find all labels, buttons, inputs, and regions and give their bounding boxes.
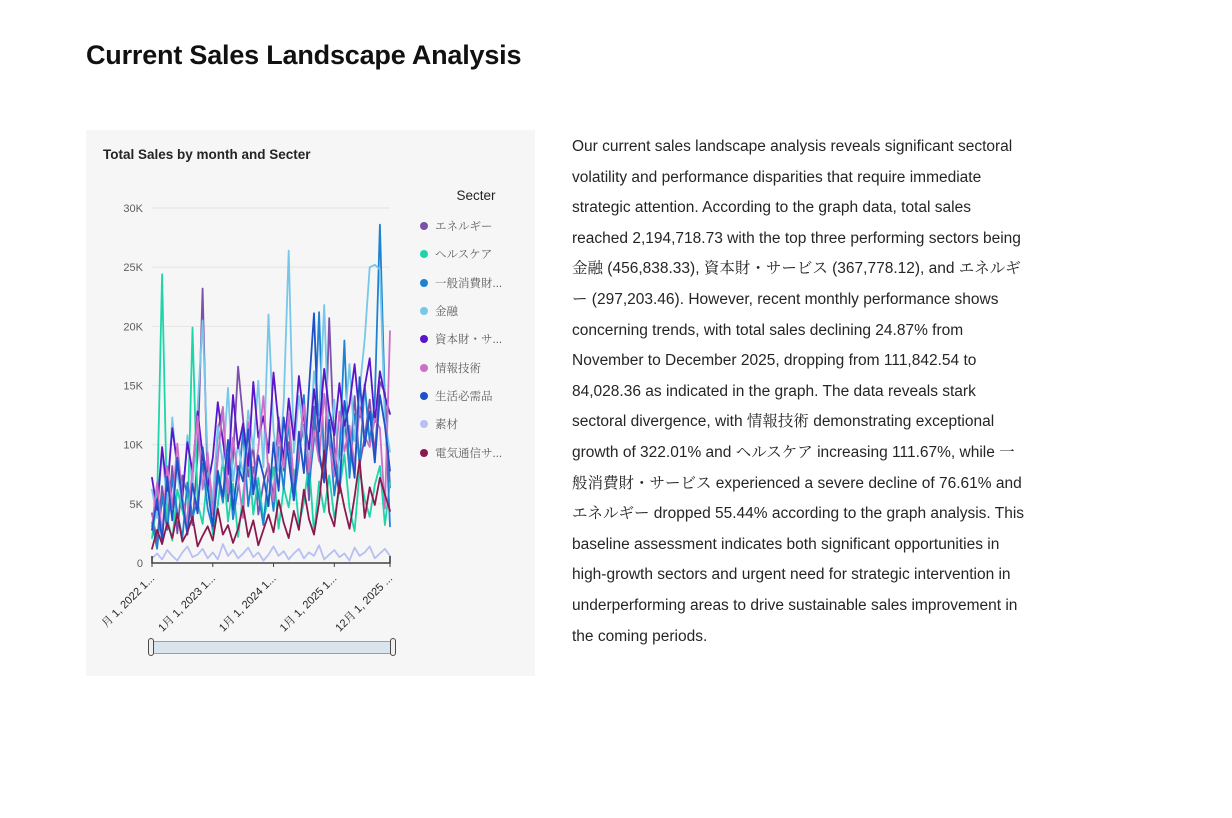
legend-item-label: エネルギー bbox=[435, 221, 493, 234]
svg-text:30K: 30K bbox=[123, 203, 143, 215]
legend-item-label: 一般消費財... bbox=[435, 277, 503, 290]
legend-color-dot-icon bbox=[420, 364, 428, 372]
legend-color-dot-icon bbox=[420, 420, 428, 428]
legend-color-dot-icon bbox=[420, 222, 428, 230]
svg-text:5K: 5K bbox=[129, 498, 143, 511]
svg-text:25K: 25K bbox=[123, 262, 143, 275]
date-range-slider[interactable] bbox=[151, 641, 393, 654]
legend-item[interactable] bbox=[420, 325, 532, 353]
legend-color-dot-icon bbox=[420, 392, 428, 400]
legend-item-label: 金融 bbox=[435, 306, 458, 319]
legend-item[interactable] bbox=[420, 410, 532, 438]
slider-handle-right[interactable] bbox=[390, 638, 396, 656]
svg-text:12月 1, 2025 ...: 12月 1, 2025 ... bbox=[333, 572, 396, 635]
legend-item[interactable] bbox=[420, 212, 532, 240]
legend-item[interactable] bbox=[420, 353, 532, 381]
legend-item-label: 資本財・サ... bbox=[435, 334, 503, 347]
legend-item[interactable] bbox=[420, 382, 532, 410]
legend-item[interactable] bbox=[420, 438, 532, 466]
legend-color-dot-icon bbox=[420, 307, 428, 315]
svg-text:1月 1, 2024 1...: 1月 1, 2024 1... bbox=[216, 572, 279, 635]
chart-legend bbox=[420, 188, 532, 467]
legend-item[interactable] bbox=[420, 297, 532, 325]
chart-title: Total Sales by month and Secter bbox=[103, 147, 311, 162]
slider-track[interactable] bbox=[151, 641, 393, 654]
sales-line-chart[interactable] bbox=[86, 130, 418, 636]
legend-item[interactable] bbox=[420, 269, 532, 297]
legend-title: Secter bbox=[456, 188, 496, 203]
slider-handle-left[interactable] bbox=[148, 638, 154, 656]
svg-text:月 1, 2022 1...: 月 1, 2022 1... bbox=[99, 572, 158, 630]
svg-text:10K: 10K bbox=[123, 439, 143, 452]
legend-item-label: 素材 bbox=[435, 419, 458, 432]
svg-text:15K: 15K bbox=[123, 380, 143, 393]
legend-color-dot-icon bbox=[420, 335, 428, 343]
legend-items bbox=[420, 212, 532, 467]
svg-text:1月 1, 2025 1...: 1月 1, 2025 1... bbox=[277, 572, 340, 635]
legend-color-dot-icon bbox=[420, 279, 428, 287]
svg-text:20K: 20K bbox=[123, 321, 143, 334]
legend-color-dot-icon bbox=[420, 250, 428, 258]
svg-text:0: 0 bbox=[136, 558, 143, 570]
chart-card bbox=[86, 130, 535, 676]
analysis-paragraph: Our current sales landscape analysis reveals significant sectoral volatility and performance disparities that require immediate strategic attention. According to the graph data, total sales reached 2,194,718.73 with the top three performing sectors being 金融 (456,838.33), 資本財・サービス (367,778.12), and エネルギー (297,203.46). However, recent monthly performance shows concerning trends, with total sales declining 24.87% from November to December 2025, dropping from 111,842.54 to 84,028.36 as indicated in the graph. The data reveals stark sectoral divergence, with 情報技術 demonstrating exceptional growth of 322.01% and ヘルスケア increasing 111.67%, while 一般消費財・サービス experienced a severe decline of 76.61% and エネルギー dropped 55.44% according to the graph analysis. This baseline assessment indicates both significant opportunities in high-growth sectors and urgent need for strategic intervention in underperforming areas to drive sustainable sales improvement in the coming periods. bbox=[572, 138, 1025, 645]
legend-item-label: 情報技術 bbox=[435, 362, 481, 375]
svg-text:1月 1, 2023 1...: 1月 1, 2023 1... bbox=[156, 572, 218, 635]
legend-item-label: ヘルスケア bbox=[435, 249, 493, 262]
legend-item-label: 電気通信サ... bbox=[435, 447, 503, 460]
legend-item[interactable] bbox=[420, 240, 532, 268]
page-title: Current Sales Landscape Analysis bbox=[86, 40, 522, 70]
legend-color-dot-icon bbox=[420, 449, 428, 457]
legend-item-label: 生活必需品 bbox=[435, 390, 493, 403]
